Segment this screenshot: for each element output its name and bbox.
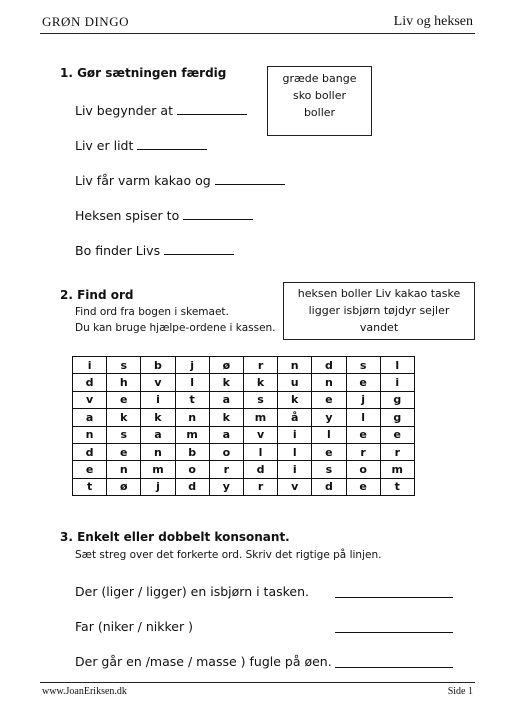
grid-row (73, 443, 415, 460)
grid-cell[interactable]: l (380, 357, 414, 374)
answer-line[interactable] (335, 632, 453, 633)
grid-cell[interactable]: u (278, 374, 312, 391)
word-search-grid (72, 356, 415, 496)
footer-rule (40, 682, 475, 683)
word-box-line: græde bange (282, 72, 357, 85)
grid-cell[interactable]: n (107, 461, 141, 478)
section3-sentence-2: Far (niker / nikker ) (75, 619, 193, 634)
grid-cell[interactable]: v (243, 426, 277, 443)
grid-cell[interactable]: i (278, 461, 312, 478)
grid-cell[interactable]: m (175, 426, 209, 443)
grid-cell[interactable]: y (209, 478, 243, 495)
grid-cell[interactable]: b (141, 357, 175, 374)
grid-cell[interactable]: e (346, 426, 380, 443)
grid-cell[interactable]: a (73, 409, 107, 426)
grid-cell[interactable]: v (278, 478, 312, 495)
grid-cell[interactable]: d (312, 478, 346, 495)
grid-cell[interactable]: r (243, 478, 277, 495)
grid-cell[interactable]: k (141, 409, 175, 426)
grid-cell[interactable]: j (346, 391, 380, 408)
section3-sentence-3: Der går en /mase / masse ) fugle på øen. (75, 654, 332, 669)
grid-cell[interactable]: n (141, 443, 175, 460)
grid-cell[interactable]: t (175, 391, 209, 408)
grid-cell[interactable]: m (380, 461, 414, 478)
word-box-line: heksen boller Liv kakao taske (297, 287, 461, 300)
grid-cell[interactable]: b (175, 443, 209, 460)
section1-sentence-5 (75, 243, 234, 258)
grid-cell[interactable]: s (243, 391, 277, 408)
grid-cell[interactable]: j (175, 357, 209, 374)
grid-cell[interactable]: i (278, 426, 312, 443)
answer-blank[interactable] (183, 208, 253, 220)
sentence-text: Liv er lidt (75, 138, 134, 153)
grid-row (73, 426, 415, 443)
grid-cell[interactable]: e (380, 426, 414, 443)
grid-cell[interactable]: s (312, 461, 346, 478)
sentence-text: Liv begynder at (75, 103, 173, 118)
grid-cell[interactable]: s (107, 426, 141, 443)
grid-cell[interactable]: l (278, 443, 312, 460)
footer-page-number: Side 1 (447, 686, 473, 697)
grid-cell[interactable]: l (346, 409, 380, 426)
sentence-text: Liv får varm kakao og (75, 173, 211, 188)
grid-cell[interactable]: a (141, 426, 175, 443)
section1-title: 1. Gør sætningen færdig (60, 66, 227, 80)
grid-cell[interactable]: r (243, 357, 277, 374)
section1-sentence-4 (75, 208, 253, 223)
grid-cell[interactable]: a (209, 426, 243, 443)
grid-cell[interactable]: r (380, 443, 414, 460)
header-subtitle: Liv og heksen (393, 14, 473, 29)
answer-blank[interactable] (164, 243, 234, 255)
section3-title: 3. Enkelt eller dobbelt konsonant. (60, 530, 290, 544)
header-title: GRØN DINGO (42, 14, 129, 29)
word-box-line: sko boller (292, 89, 347, 102)
grid-row (73, 461, 415, 478)
grid-cell[interactable]: m (141, 461, 175, 478)
grid-cell[interactable]: r (209, 461, 243, 478)
grid-cell[interactable]: n (73, 426, 107, 443)
grid-cell[interactable]: a (209, 391, 243, 408)
section1-sentence-2 (75, 138, 207, 153)
grid-cell[interactable]: v (141, 374, 175, 391)
grid-cell[interactable]: l (175, 374, 209, 391)
grid-cell[interactable]: n (312, 374, 346, 391)
grid-cell[interactable]: s (107, 357, 141, 374)
grid-cell[interactable]: e (346, 374, 380, 391)
grid-row (73, 478, 415, 495)
answer-line[interactable] (335, 597, 453, 598)
grid-cell[interactable]: g (380, 391, 414, 408)
word-box-line: boller (303, 106, 336, 119)
grid-cell[interactable]: k (209, 374, 243, 391)
grid-cell[interactable]: s (346, 357, 380, 374)
grid-cell[interactable]: o (175, 461, 209, 478)
grid-cell[interactable]: n (278, 357, 312, 374)
grid-cell[interactable]: j (141, 478, 175, 495)
word-box-line: vandet (359, 321, 399, 334)
section1-sentence-1 (75, 103, 247, 118)
grid-cell[interactable]: e (312, 391, 346, 408)
grid-cell[interactable]: l (312, 426, 346, 443)
section2-word-box (283, 282, 475, 340)
section2-instruction-2: Du kan bruge hjælpe-ordene i kassen. (75, 322, 276, 334)
grid-cell[interactable]: e (107, 391, 141, 408)
grid-cell[interactable]: ø (107, 478, 141, 495)
grid-cell[interactable]: e (107, 443, 141, 460)
sentence-text: Heksen spiser to (75, 208, 180, 223)
grid-cell[interactable]: g (380, 409, 414, 426)
grid-cell[interactable]: r (346, 443, 380, 460)
grid-cell[interactable]: k (107, 409, 141, 426)
answer-blank[interactable] (215, 173, 285, 185)
grid-cell[interactable]: d (73, 374, 107, 391)
grid-cell[interactable]: m (243, 409, 277, 426)
grid-cell[interactable]: k (209, 409, 243, 426)
grid-cell[interactable]: t (73, 478, 107, 495)
grid-cell[interactable]: d (312, 357, 346, 374)
grid-cell[interactable]: o (346, 461, 380, 478)
grid-cell[interactable]: n (175, 409, 209, 426)
grid-cell[interactable]: y (312, 409, 346, 426)
section3-instruction: Sæt streg over det forkerte ord. Skriv det rigtige på linjen. (75, 549, 382, 561)
section2-instruction-1: Find ord fra bogen i skemaet. (75, 306, 229, 318)
grid-cell[interactable]: å (278, 409, 312, 426)
footer-website: www.JoanEriksen.dk (42, 686, 127, 697)
grid-cell[interactable]: e (346, 478, 380, 495)
grid-cell[interactable]: k (278, 391, 312, 408)
grid-cell[interactable]: e (73, 461, 107, 478)
section1-sentence-3 (75, 173, 285, 188)
grid-cell[interactable]: i (73, 357, 107, 374)
grid-row (73, 391, 415, 408)
grid-row (73, 374, 415, 391)
header-rule (40, 33, 475, 34)
grid-cell[interactable]: h (107, 374, 141, 391)
grid-cell[interactable]: e (312, 443, 346, 460)
grid-cell[interactable]: v (73, 391, 107, 408)
section2-title: 2. Find ord (60, 288, 134, 302)
grid-cell[interactable]: i (380, 374, 414, 391)
word-box-line: ligger isbjørn tøjdyr sejler (308, 304, 450, 317)
grid-cell[interactable]: i (141, 391, 175, 408)
grid-cell[interactable]: ø (209, 357, 243, 374)
sentence-text: Bo finder Livs (75, 243, 161, 258)
grid-cell[interactable]: l (243, 443, 277, 460)
grid-row (73, 409, 415, 426)
grid-cell[interactable]: t (380, 478, 414, 495)
section3-sentence-1: Der (liger / ligger) en isbjørn i tasken. (75, 584, 310, 599)
grid-cell[interactable]: d (243, 461, 277, 478)
grid-row (73, 357, 415, 374)
grid-cell[interactable]: k (243, 374, 277, 391)
answer-line[interactable] (335, 667, 453, 668)
grid-cell[interactable]: o (209, 443, 243, 460)
grid-cell[interactable]: d (73, 443, 107, 460)
answer-blank[interactable] (137, 138, 207, 150)
answer-blank[interactable] (177, 103, 247, 115)
section1-word-box (267, 66, 372, 136)
grid-cell[interactable]: d (175, 478, 209, 495)
